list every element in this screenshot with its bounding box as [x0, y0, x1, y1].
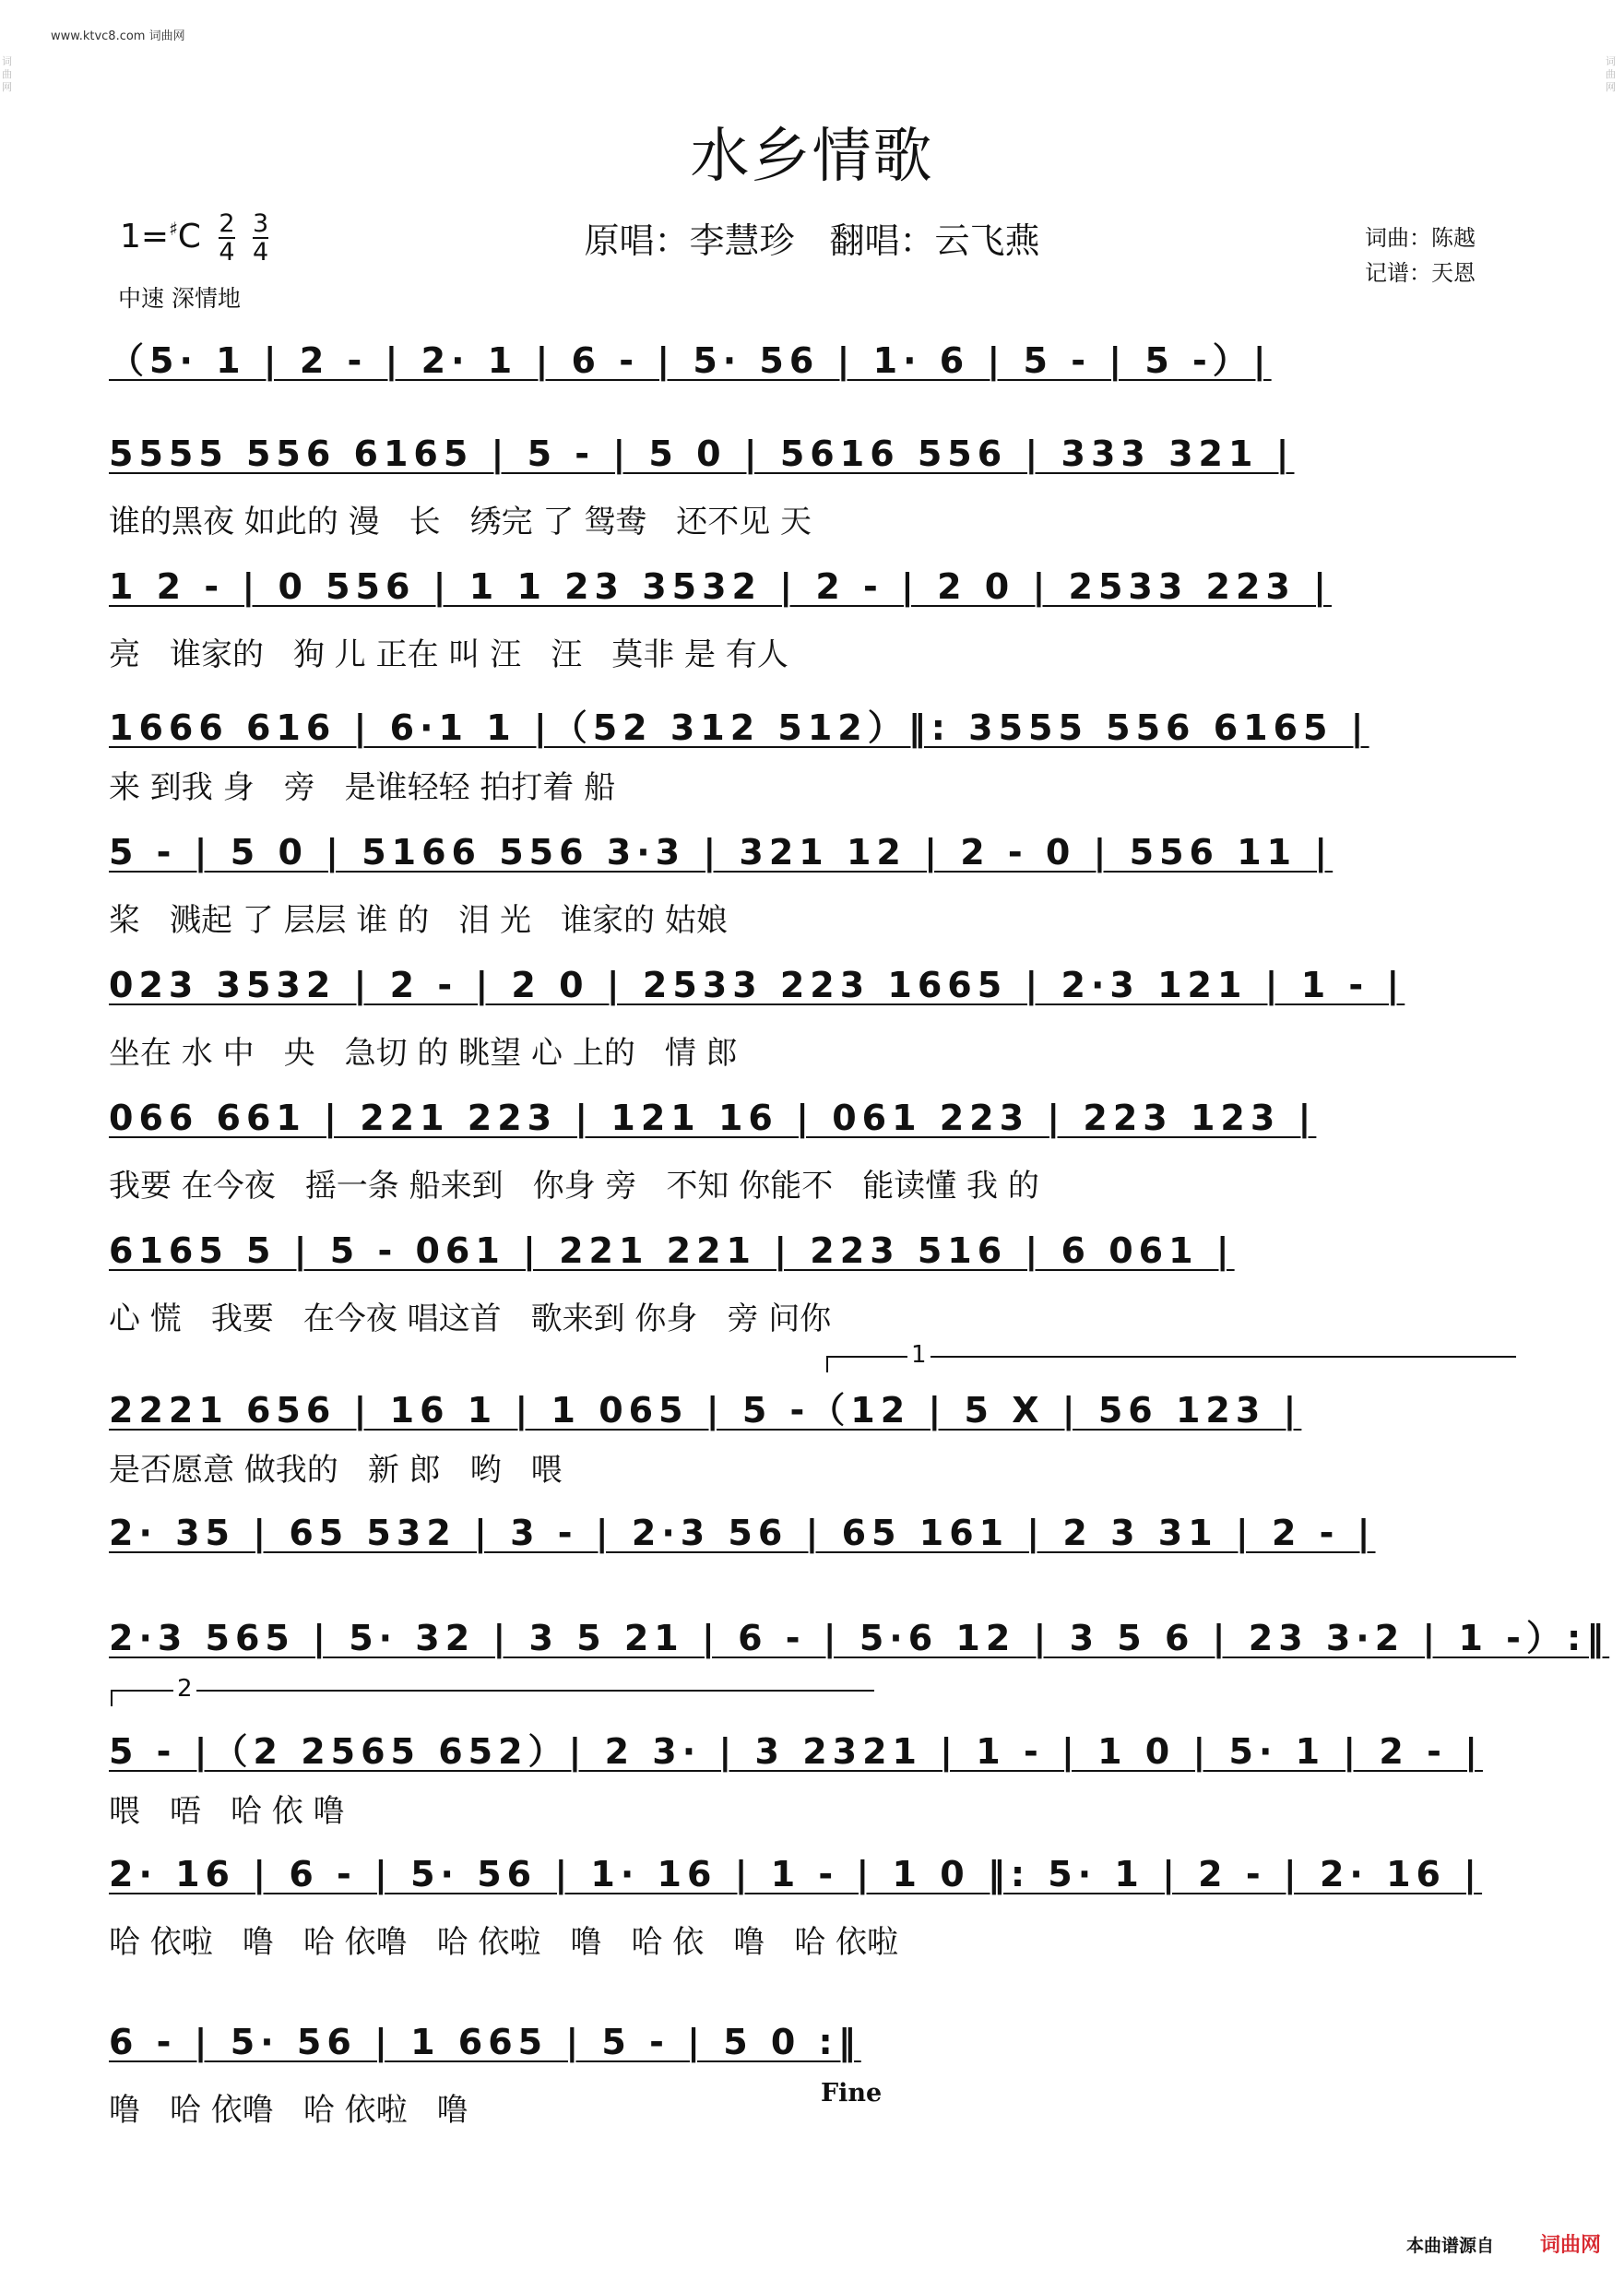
lyrics-line — [109, 1027, 1518, 1073]
singers-line: 原唱：李慧珍 翻唱：云飞燕 — [584, 220, 1040, 261]
lyric-phrase: 桨 — [109, 902, 140, 939]
notation-segment: 1666 616 | 6·1 1 |（52 312 512）‖: 3555 556 6165 | — [109, 707, 1369, 748]
notation-line — [109, 1854, 1518, 1894]
lyric-phrase: 哟 — [469, 1452, 502, 1489]
lyric-phrase: 哈 依啦 — [794, 1924, 899, 1961]
side-watermark-left: 词曲网 — [2, 55, 12, 93]
lyric-phrase: 哈 依 — [631, 1924, 705, 1961]
brand-logo: 词曲网 — [1540, 2234, 1602, 2257]
lyric-phrase: 来 到我 身 — [109, 769, 255, 806]
score-system — [109, 1513, 1518, 1614]
lyric-phrase: 在今夜 唱这首 — [302, 1300, 502, 1337]
lyric-phrase: 谁家的 姑娘 — [561, 902, 728, 939]
lyric-phrase: 哈 依啦 — [302, 2092, 408, 2129]
lyric-phrase: 溅起 了 层层 谁 的 — [170, 902, 430, 939]
notation-segment: 1 2 - | 0 556 | 1 1 23 3532 | 2 - | 2 0 | 2533 223 | — [109, 566, 1332, 607]
lyric-phrase: 哈 依啦 — [109, 1924, 213, 1961]
score-system — [109, 699, 1518, 806]
second-ending-bracket — [111, 1675, 874, 1706]
lyric-phrase: 坐在 水 中 — [109, 1035, 255, 1072]
notation-line — [109, 1513, 1518, 1553]
lyric-phrase: 唔 — [170, 1793, 201, 1830]
lyrics-line — [109, 496, 1518, 541]
score-system — [109, 332, 1518, 433]
notation-segment: 2221 656 | 16 1 | 1 065 | 5 -（12 | 5 X | 56 123 | — [109, 1390, 1302, 1431]
lyric-phrase: 哈 依啦 — [436, 1924, 541, 1961]
notation-line — [109, 332, 1518, 383]
credit-lyrics-music: 词曲：陈越 — [1365, 225, 1476, 251]
notation-segment: （5· 1 | 2 - | 2· 1 | 6 - | 5· 56 | 1· 6 | 5 - | 5 -）| — [109, 340, 1272, 381]
score-system — [109, 2022, 1518, 2129]
lyric-phrase: 绣完 了 鸳鸯 — [469, 504, 647, 540]
score-system — [109, 1854, 1518, 1961]
notation-line — [109, 1609, 1610, 1660]
lyric-phrase: 摇一条 船来到 — [304, 1168, 504, 1205]
notation-segment: 5 - |（2 2565 652）| 2 3· | 3 2321 | 1 - | 1 0 | 5· 1 | 2 - | — [109, 1731, 1483, 1772]
lyric-phrase: 急切 的 眺望 心 上的 — [344, 1035, 635, 1072]
score-system — [109, 1723, 1518, 1830]
lyric-phrase: 噜 — [242, 1924, 274, 1961]
lyric-phrase: 新 郎 — [367, 1452, 441, 1489]
lyric-phrase: 歌来到 你身 — [530, 1300, 698, 1337]
lyric-phrase: 我要 在今夜 — [109, 1168, 276, 1205]
lyric-phrase: 旁 问你 — [727, 1300, 832, 1337]
lyrics-line — [109, 1444, 1518, 1490]
score-system — [109, 1098, 1518, 1205]
notation-segment: 5555 556 6165 | 5 - | 5 0 | 5616 556 | 333 321 | — [109, 433, 1295, 474]
lyrics-line — [109, 1917, 1518, 1962]
lyric-phrase: 哈 依 噜 — [231, 1793, 345, 1830]
lyric-phrase: 泪 光 — [458, 902, 532, 939]
lyrics-line — [109, 629, 1518, 674]
notation-segment: 6 - | 5· 56 | 1 665 | 5 - | 5 0 :‖ — [109, 2022, 861, 2062]
song-title: 水乡情歌 — [690, 123, 934, 191]
lyric-phrase: 情 郎 — [664, 1035, 738, 1072]
lyric-phrase: 汪 — [551, 636, 583, 673]
notation-line — [109, 433, 1518, 474]
lyric-phrase: 哈 依噜 — [302, 1924, 408, 1961]
notation-line — [109, 699, 1518, 750]
site-watermark: www.ktvc8.com 词曲网 — [51, 30, 185, 43]
notation-segment: 2·3 565 | 5· 32 | 3 5 21 | 6 - | 5·6 12 | 3 5 6 | 23 3·2 | 1 -）:‖ — [109, 1618, 1610, 1658]
lyric-phrase: 噜 — [570, 1924, 602, 1961]
lyric-phrase: 哈 依噜 — [170, 2092, 274, 2129]
lyric-phrase: 喂 — [530, 1452, 563, 1489]
lyric-phrase: 心 慌 — [109, 1300, 182, 1337]
lyric-phrase: 央 — [283, 1035, 315, 1072]
lyric-phrase: 不知 你能不 — [666, 1168, 834, 1205]
lyrics-line — [109, 1786, 1518, 1831]
tempo-marking: 中速 深情地 — [118, 285, 241, 312]
lyric-phrase: 噜 — [109, 2092, 140, 2129]
notation-line — [109, 1723, 1518, 1774]
lyric-phrase: 长 — [409, 504, 441, 540]
score-system — [109, 832, 1518, 939]
lyric-phrase: 谁的黑夜 如此的 漫 — [109, 504, 380, 540]
notation-segment: 5 - | 5 0 | 5166 556 3·3 | 321 12 | 2 - 0 | 556 11 | — [109, 832, 1334, 873]
notation-line — [109, 566, 1518, 607]
notation-segment: 6165 5 | 5 - 061 | 221 221 | 223 516 | 6 061 | — [109, 1230, 1235, 1271]
lyric-phrase: 狗 儿 正在 叫 汪 — [293, 636, 522, 673]
lyric-phrase: 旁 — [283, 769, 315, 806]
lyrics-line — [109, 2084, 1518, 2130]
score-system — [109, 1382, 1518, 1489]
notation-line — [109, 965, 1518, 1005]
lyric-phrase: 噜 — [436, 2092, 468, 2129]
score-system — [109, 566, 1518, 673]
notation-line — [109, 1230, 1518, 1271]
lyric-phrase: 亮 — [109, 636, 140, 673]
lyric-phrase: 是否愿意 做我的 — [109, 1452, 338, 1489]
side-watermark-right: 词曲网 — [1606, 55, 1616, 93]
score-system — [109, 433, 1518, 540]
lyrics-line — [109, 895, 1518, 940]
notation-segment: 2· 16 | 6 - | 5· 56 | 1· 16 | 1 - | 1 0 ‖: 5· 1 | 2 - | 2· 16 | — [109, 1854, 1483, 1894]
notation-segment: 023 3532 | 2 - | 2 0 | 2533 223 1665 | 2·3 121 | 1 - | — [109, 965, 1405, 1005]
notation-line — [109, 2022, 1518, 2062]
notation-line — [109, 832, 1518, 873]
score-system — [109, 1230, 1518, 1337]
lyric-phrase: 还不见 天 — [676, 504, 812, 540]
first-ending-bracket — [826, 1341, 1516, 1372]
lyric-phrase: 喂 — [109, 1793, 140, 1830]
lyric-phrase: 你身 旁 — [532, 1168, 637, 1205]
lyrics-line — [109, 1160, 1518, 1205]
lyric-phrase: 噜 — [733, 1924, 765, 1961]
notation-line — [109, 1098, 1518, 1138]
source-note: 本曲谱源自 — [1406, 2236, 1495, 2256]
fine-marking: Fine — [821, 2079, 883, 2108]
credit-notation: 记谱：天恩 — [1365, 260, 1476, 286]
first-ending-label: 1 — [907, 1341, 931, 1369]
lyric-phrase: 是谁轻轻 拍打着 船 — [344, 769, 616, 806]
lyric-phrase: 能读懂 我 的 — [862, 1168, 1039, 1205]
notation-segment: 2· 35 | 65 532 | 3 - | 2·3 56 | 65 161 | 2 3 31 | 2 - | — [109, 1513, 1376, 1553]
score-system — [109, 965, 1518, 1072]
lyric-phrase: 我要 — [210, 1300, 274, 1337]
notation-segment: 066 661 | 221 223 | 121 16 | 061 223 | 223 123 | — [109, 1098, 1317, 1138]
key-signature: 1=♯C $\frac{2}{4}$ $\frac{3}{4}$ — [120, 209, 269, 267]
notation-line — [109, 1382, 1518, 1432]
lyric-phrase: 谁家的 — [170, 636, 264, 673]
second-ending-label: 2 — [173, 1675, 196, 1703]
lyric-phrase: 莫非 是 有人 — [611, 636, 788, 673]
lyrics-line — [109, 762, 1518, 807]
lyrics-line — [109, 1293, 1518, 1338]
